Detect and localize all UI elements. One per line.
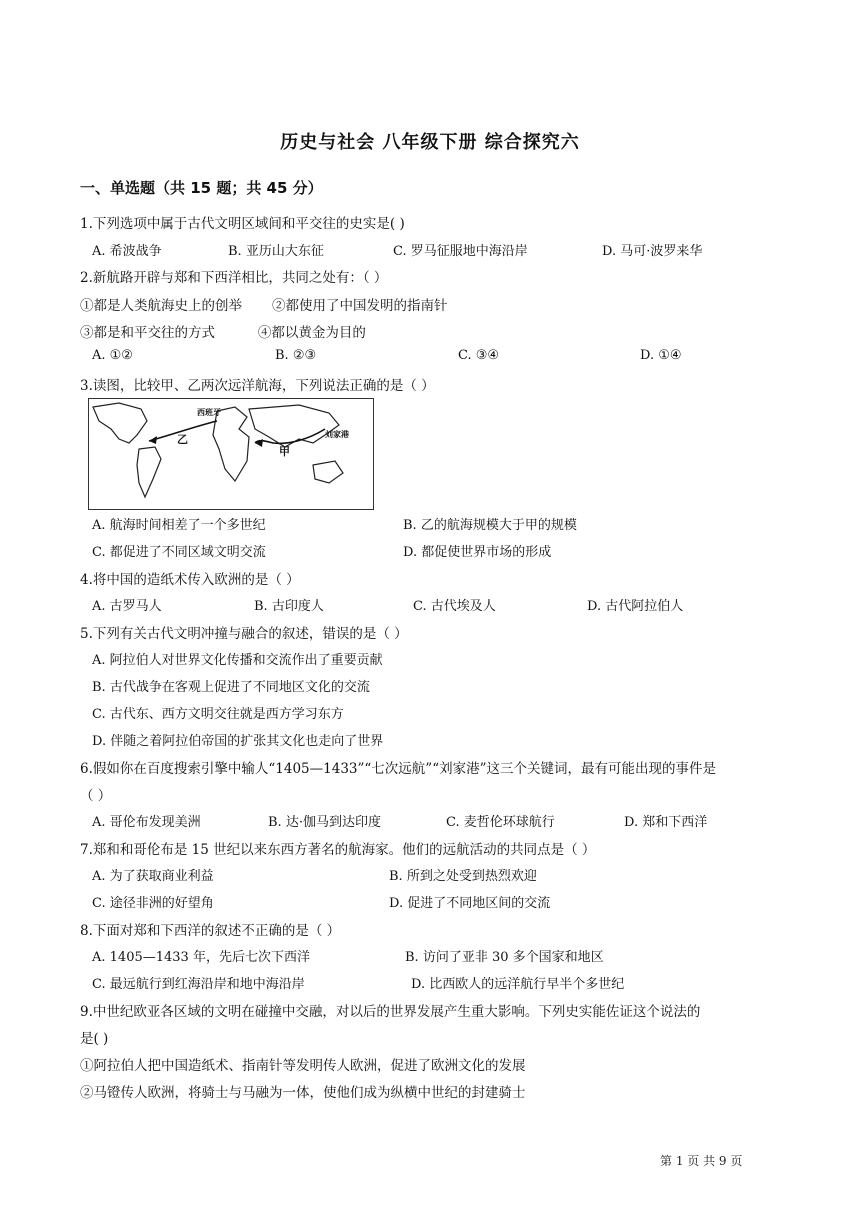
question-7-option-d[interactable]: D. 促进了不同地区间的交流 <box>389 896 551 911</box>
map-label-spain: 西班牙 <box>197 408 221 417</box>
map-label-liujiagang: 刘家港 <box>325 430 349 439</box>
question-2-option-a[interactable]: A. ①② <box>92 348 133 363</box>
question-3-option-d[interactable]: D. 都促使世界市场的形成 <box>403 545 552 560</box>
question-1-option-a[interactable]: A. 希波战争 <box>92 244 162 259</box>
question-2-option-c[interactable]: C. ③④ <box>458 348 500 363</box>
question-2-option-d[interactable]: D. ①④ <box>640 348 682 363</box>
question-2-item-2: ③都是和平交往的方式 ④都以黄金为目的 <box>80 325 366 341</box>
question-4-option-a[interactable]: A. 古罗马人 <box>92 599 162 614</box>
question-6-option-a[interactable]: A. 哥伦布发现美洲 <box>92 815 201 830</box>
question-4-option-d[interactable]: D. 古代阿拉伯人 <box>587 599 684 614</box>
question-8-option-b[interactable]: B. 访问了亚非 30 多个国家和地区 <box>405 950 604 965</box>
question-8-option-d[interactable]: D. 比西欧人的远洋航行早半个多世纪 <box>411 977 625 992</box>
question-1-stem: 1.下列选项中属于古代文明区域间和平交往的史实是( ) <box>80 216 405 232</box>
question-8-stem: 8.下面对郑和下西洋的叙述不正确的是（ ） <box>80 923 341 939</box>
question-5-option-b[interactable]: B. 古代战争在客观上促进了不同地区文化的交流 <box>92 680 370 695</box>
question-6-stem-cont: （ ） <box>80 788 112 804</box>
question-5-stem: 5.下列有关古代文明冲撞与融合的叙述，错误的是（ ） <box>80 626 408 642</box>
question-4-option-c[interactable]: C. 古代埃及人 <box>413 599 496 614</box>
question-2-stem: 2.新航路开辟与郑和下西洋相比，共同之处有：（ ） <box>80 270 388 286</box>
question-9-item-2: ②马镫传人欧洲，将骑士与马融为一体，使他们成为纵横中世纪的封建骑士 <box>80 1085 526 1101</box>
question-1-option-d[interactable]: D. 马可·波罗来华 <box>602 244 703 259</box>
question-5-option-d[interactable]: D. 伴随之着阿拉伯帝国的扩张其文化也走向了世界 <box>92 734 384 749</box>
question-7-stem: 7.郑和和哥伦布是 15 世纪以来东西方著名的航海家。他们的远航活动的共同点是（ ） <box>80 842 596 858</box>
question-3-option-b[interactable]: B. 乙的航海规模大于甲的规模 <box>403 518 577 533</box>
question-7-option-b[interactable]: B. 所到之处受到热烈欢迎 <box>389 869 537 884</box>
voyage-map <box>88 398 374 510</box>
question-9-stem: 9.中世纪欧亚各区域的文明在碰撞中交融，对以后的世界发展产生重大影响。下列史实能佐证这个说法的 <box>80 1004 701 1020</box>
question-2-option-b[interactable]: B. ②③ <box>275 348 317 363</box>
question-6-option-c[interactable]: C. 麦哲伦环球航行 <box>446 815 555 830</box>
section-heading: 一、单选题（共 15 题；共 45 分） <box>80 179 323 197</box>
question-8-option-c[interactable]: C. 最远航行到红海沿岸和地中海沿岸 <box>92 977 305 992</box>
question-1-option-b[interactable]: B. 亚历山大东征 <box>228 244 324 259</box>
question-8-option-a[interactable]: A. 1405—1433 年，先后七次下西洋 <box>92 950 310 965</box>
question-7-option-c[interactable]: C. 途径非洲的好望角 <box>92 896 214 911</box>
question-3-option-a[interactable]: A. 航海时间相差了一个多世纪 <box>92 518 266 533</box>
question-6-option-d[interactable]: D. 郑和下西洋 <box>624 815 708 830</box>
page-footer: 第 1 页 共 9 页 <box>660 1154 743 1168</box>
question-5-option-c[interactable]: C. 古代东、西方文明交往就是西方学习东方 <box>92 707 344 722</box>
question-5-option-a[interactable]: A. 阿拉伯人对世界文化传播和交流作出了重要贡献 <box>92 653 383 668</box>
question-6-stem: 6.假如你在百度搜索引擎中输人“1405—1433”“七次远航”“刘家港”这三个关键词，最有可能出现的事件是 <box>80 761 717 777</box>
question-9-stem-cont: 是( ) <box>80 1031 109 1047</box>
question-3-option-c[interactable]: C. 都促进了不同区域文明交流 <box>92 545 266 560</box>
page-title: 历史与社会 八年级下册 综合探究六 <box>280 132 580 153</box>
question-9-item-1: ①阿拉伯人把中国造纸术、指南针等发明传人欧洲，促进了欧洲文化的发展 <box>80 1058 526 1074</box>
question-2-item-1: ①都是人类航海史上的创举 ②都使用了中国发明的指南针 <box>80 298 448 314</box>
question-7-option-a[interactable]: A. 为了获取商业利益 <box>92 869 214 884</box>
question-6-option-b[interactable]: B. 达·伽马到达印度 <box>268 815 381 830</box>
map-label-jia: 甲 <box>279 445 290 458</box>
question-4-stem: 4.将中国的造纸术传入欧洲的是（ ） <box>80 572 300 588</box>
question-3-stem: 3.读图，比较甲、乙两次远洋航海，下列说法正确的是（ ） <box>80 378 435 394</box>
question-4-option-b[interactable]: B. 古印度人 <box>254 599 324 614</box>
map-label-yi: 乙 <box>177 433 188 446</box>
question-1-option-c[interactable]: C. 罗马征服地中海沿岸 <box>393 244 528 259</box>
